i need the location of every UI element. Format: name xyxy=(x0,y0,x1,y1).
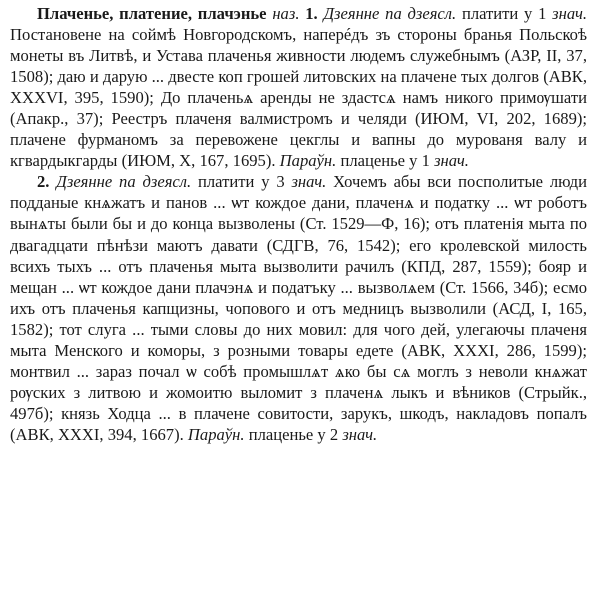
entry-text: Хочемъ абы вси посполитые люди подданые кнѧжатъ и панов ... ѡт кождое дани, плаченѧ и податку ... ѡт роботъ вынѧты были бы и до конца вызволены (Ст. 1529—Ф, 16); отъ платенія мыта по двагадцати пѣнѣзи маютъ давати (СДГВ, 76, 1542); его кролевской милость всихъ тыхъ ... отъ плаченья мыта вызволити рачилъ (КПД, 287, 1559); бояр и мещан ... ѡт кождое дани плачэнѧ и податъку ... вызволѧем (Ст. 1566, 34б); есмо ихъ отъ плаченья капщизны, чопового и отъ медницъ вызволили (АСД, I, 165, 1582); тот слуга ... тыми словы до них мовил: для чого дей, улегаючы плаченя мыта Менского и коморы, з розными товары едете (АВК, XXXI, 286, 1599); монтвил ... зараз почал ѡ собѣ промышлѧт ѧко бы сѧ моглъ з неволи кнѧжат рѹских з литвою и жомоитю выломит з плаченѧ лыкъ и вѣников (Стрыйк., 497б); князь Ходца ... в плачене совитости, зарукъ, шкодъ, накладовъ попалъ (АВК, XXXI, 394, 1667). xyxy=(10,172,587,444)
headword: Плаченье, платение, плачэнье xyxy=(37,4,267,23)
entry-text: платити у 1 xyxy=(456,4,553,23)
italic-gloss: Дзеянне па дзеясл. xyxy=(56,172,192,192)
italic-gloss: наз. xyxy=(272,4,300,23)
entry-text: платити у 3 xyxy=(191,172,292,192)
entry-sense-1 xyxy=(10,3,587,171)
italic-gloss: Параўн. xyxy=(187,424,245,444)
italic-gloss: знач. xyxy=(552,4,588,23)
italic-gloss: знач. xyxy=(291,172,327,192)
italic-gloss: знач. xyxy=(434,151,469,171)
italic-gloss: Дзеянне па дзеясл. xyxy=(323,4,457,23)
italic-gloss: знач. xyxy=(342,424,378,444)
sense-number: 1. xyxy=(305,4,318,23)
dictionary-entry xyxy=(10,3,587,445)
entry-sense-2 xyxy=(10,171,587,445)
entry-text: Постановене на соймѣ Новгородскомъ, наперéдъ зъ стороны бранья Польскоѣ монеты въ Литвѣ, и Устава плаченья живности людемъ служебнымъ (АЗР, II, 37, 1508); даю и дарую ... двесте коп грошей литовских на плачене тых долгов (АВК, XXXVI, 395, 1590); До плаченьѧ аренды не здастсѧ намъ никого примѹшати (Апакр., 37); Реестръ плаченя валмистромъ и челяди (ИЮМ, VI, 202, 1689); плачене фурманомъ за перевожене цекглы и вапны до мурованя валу и кгвардыкгарды (ИЮМ, X, 167, 1695). xyxy=(10,25,587,171)
entry-text: плаценье у 2 xyxy=(244,424,343,444)
italic-gloss: Параўн. xyxy=(279,151,337,171)
entry-text: плаценье у 1 xyxy=(336,151,435,171)
sense-number: 2. xyxy=(37,172,50,192)
